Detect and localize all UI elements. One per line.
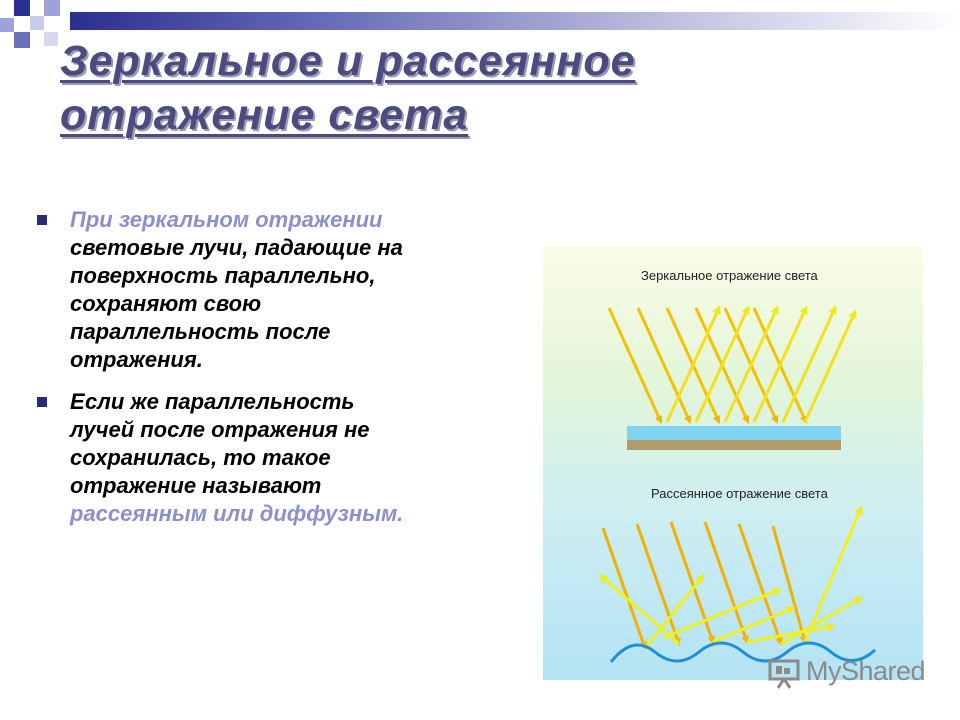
diffuse-incident-rays	[603, 522, 805, 648]
bullet-list	[34, 206, 414, 542]
specular-incident-rays	[609, 308, 806, 422]
mirror-base	[627, 440, 841, 450]
bullet-1-highlight: При зеркальном отражении	[70, 207, 383, 232]
bullet-1-text: световые лучи, падающие на поверхность параллельно, сохраняют свою параллельность после отражения.	[70, 235, 403, 372]
reflection-illustration	[543, 246, 923, 680]
square-bullet-icon	[37, 215, 47, 225]
presentation-board-icon	[768, 657, 802, 689]
bullet-item-specular	[34, 206, 414, 374]
bullet-2-text: Если же параллельность лучей после отражения не сохранилась, то такое отражение называют	[70, 389, 370, 498]
top-decorative-band	[70, 12, 960, 30]
diffuse-label: Рассеянное отражение света	[651, 486, 828, 501]
title-line-1: Зеркальное и рассеянное	[60, 37, 636, 85]
watermark-text: MyShared	[806, 656, 926, 686]
bullet-2-highlight: рассеянным или диффузным.	[70, 501, 404, 526]
specular-label: Зеркальное отражение света	[641, 268, 818, 283]
mirror-surface	[627, 426, 841, 440]
square-bullet-icon	[37, 397, 47, 407]
bullet-item-diffuse	[34, 388, 414, 528]
reflection-diagram	[543, 246, 923, 680]
title-line-2: отражение света	[60, 91, 469, 139]
slide-title	[60, 34, 820, 142]
